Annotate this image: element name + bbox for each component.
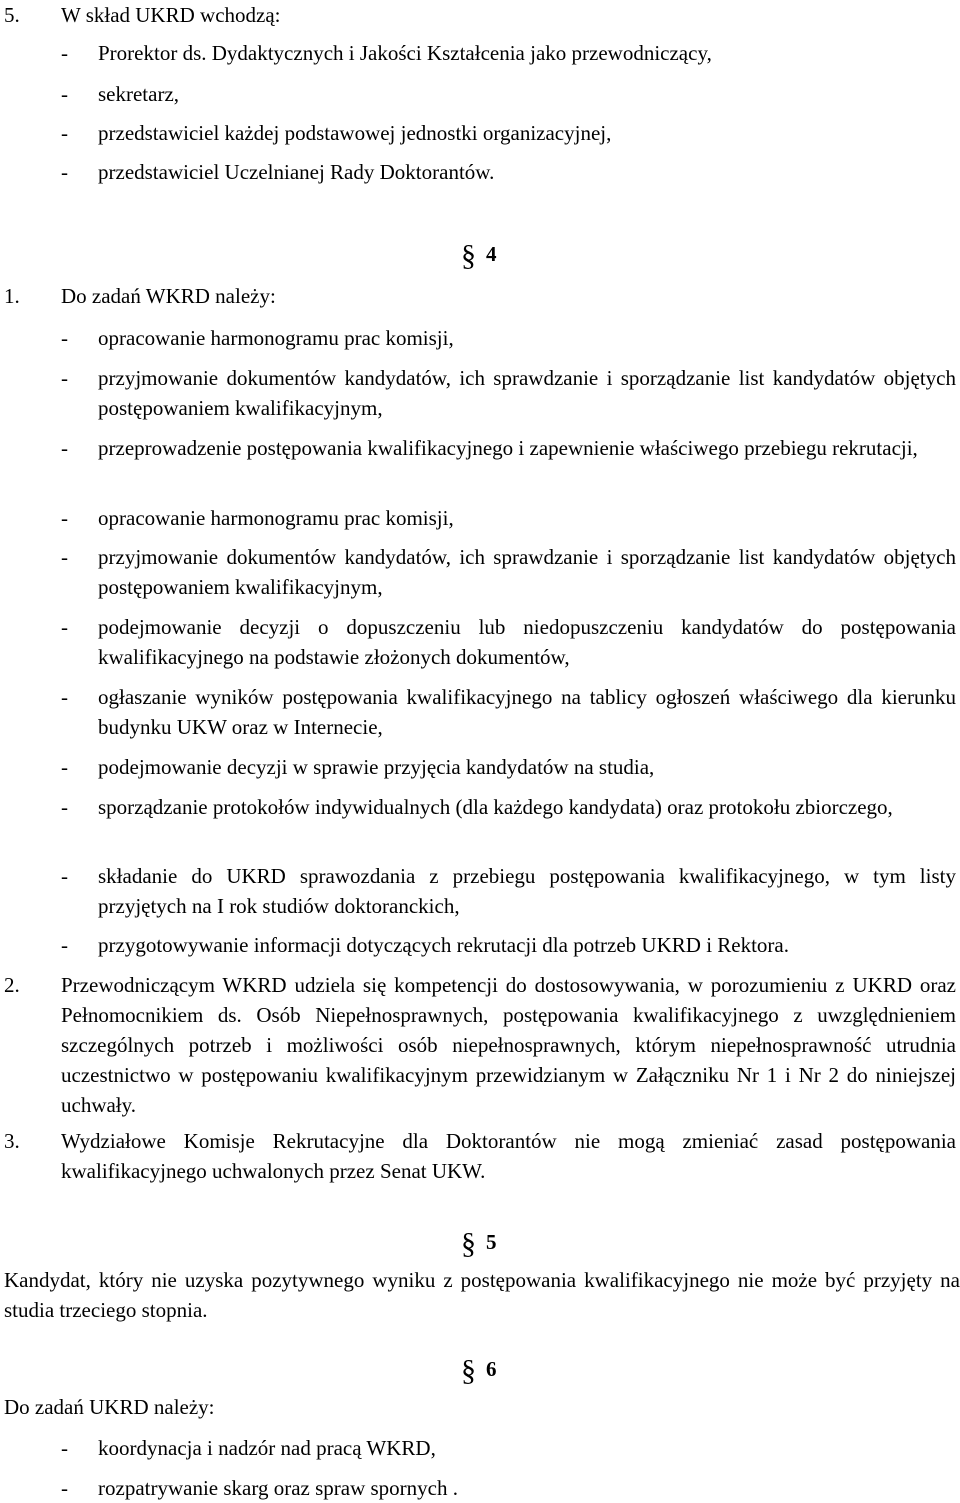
s4-p3-text: Wydziałowe Komisje Rekrutacyjne dla Doktorantów nie mogą zmieniać zasad postępowania kwalifikacyjnego uchwalonych przez Senat UKW. bbox=[61, 1129, 956, 1183]
s6-intro: Do zadań UKRD należy: bbox=[4, 1395, 215, 1419]
section-number: 6 bbox=[486, 1357, 497, 1381]
s4-p2-number: 2. bbox=[4, 973, 20, 997]
section-heading-5 bbox=[461, 1225, 497, 1260]
paragraph-symbol-icon: § bbox=[461, 1227, 476, 1260]
p5-number: 5. bbox=[4, 3, 20, 27]
s4-p1-number: 1. bbox=[4, 284, 20, 308]
section-heading-6 bbox=[461, 1352, 497, 1387]
paragraph-symbol-icon: § bbox=[461, 1354, 476, 1387]
s4-p1-intro-text: Do zadań WKRD należy: bbox=[61, 284, 276, 308]
s5-text: Kandydat, który nie uzyska pozytywnego wyniku z postępowania kwalifikacyjnego nie może być przyjęty na studia trzeciego stopnia. bbox=[4, 1268, 960, 1322]
p5-intro-text: W skład UKRD wchodzą: bbox=[61, 3, 281, 27]
s4-p3-number: 3. bbox=[4, 1129, 20, 1153]
section-number: 5 bbox=[486, 1230, 497, 1254]
paragraph-symbol-icon: § bbox=[461, 239, 476, 272]
section-number: 4 bbox=[486, 242, 497, 266]
s4-p2-text: Przewodniczącym WKRD udziela się kompetencji do dostosowywania, w porozumieniu z UKRD oraz Pełnomocnikiem ds. Osób Niepełnosprawnych, postępowania kwalifikacyjnego z uwzględnieniem szczególnych potrzeb i możliwości osób niepełnosprawnych, którym niepełnosprawność utrudnia uczestnictwo w postępowaniu kwalifikacyjnym przewidzianym w Załączniku Nr 1 i Nr 2 do niniejszej uchwały. bbox=[61, 973, 956, 1117]
section-heading-4 bbox=[461, 237, 497, 272]
